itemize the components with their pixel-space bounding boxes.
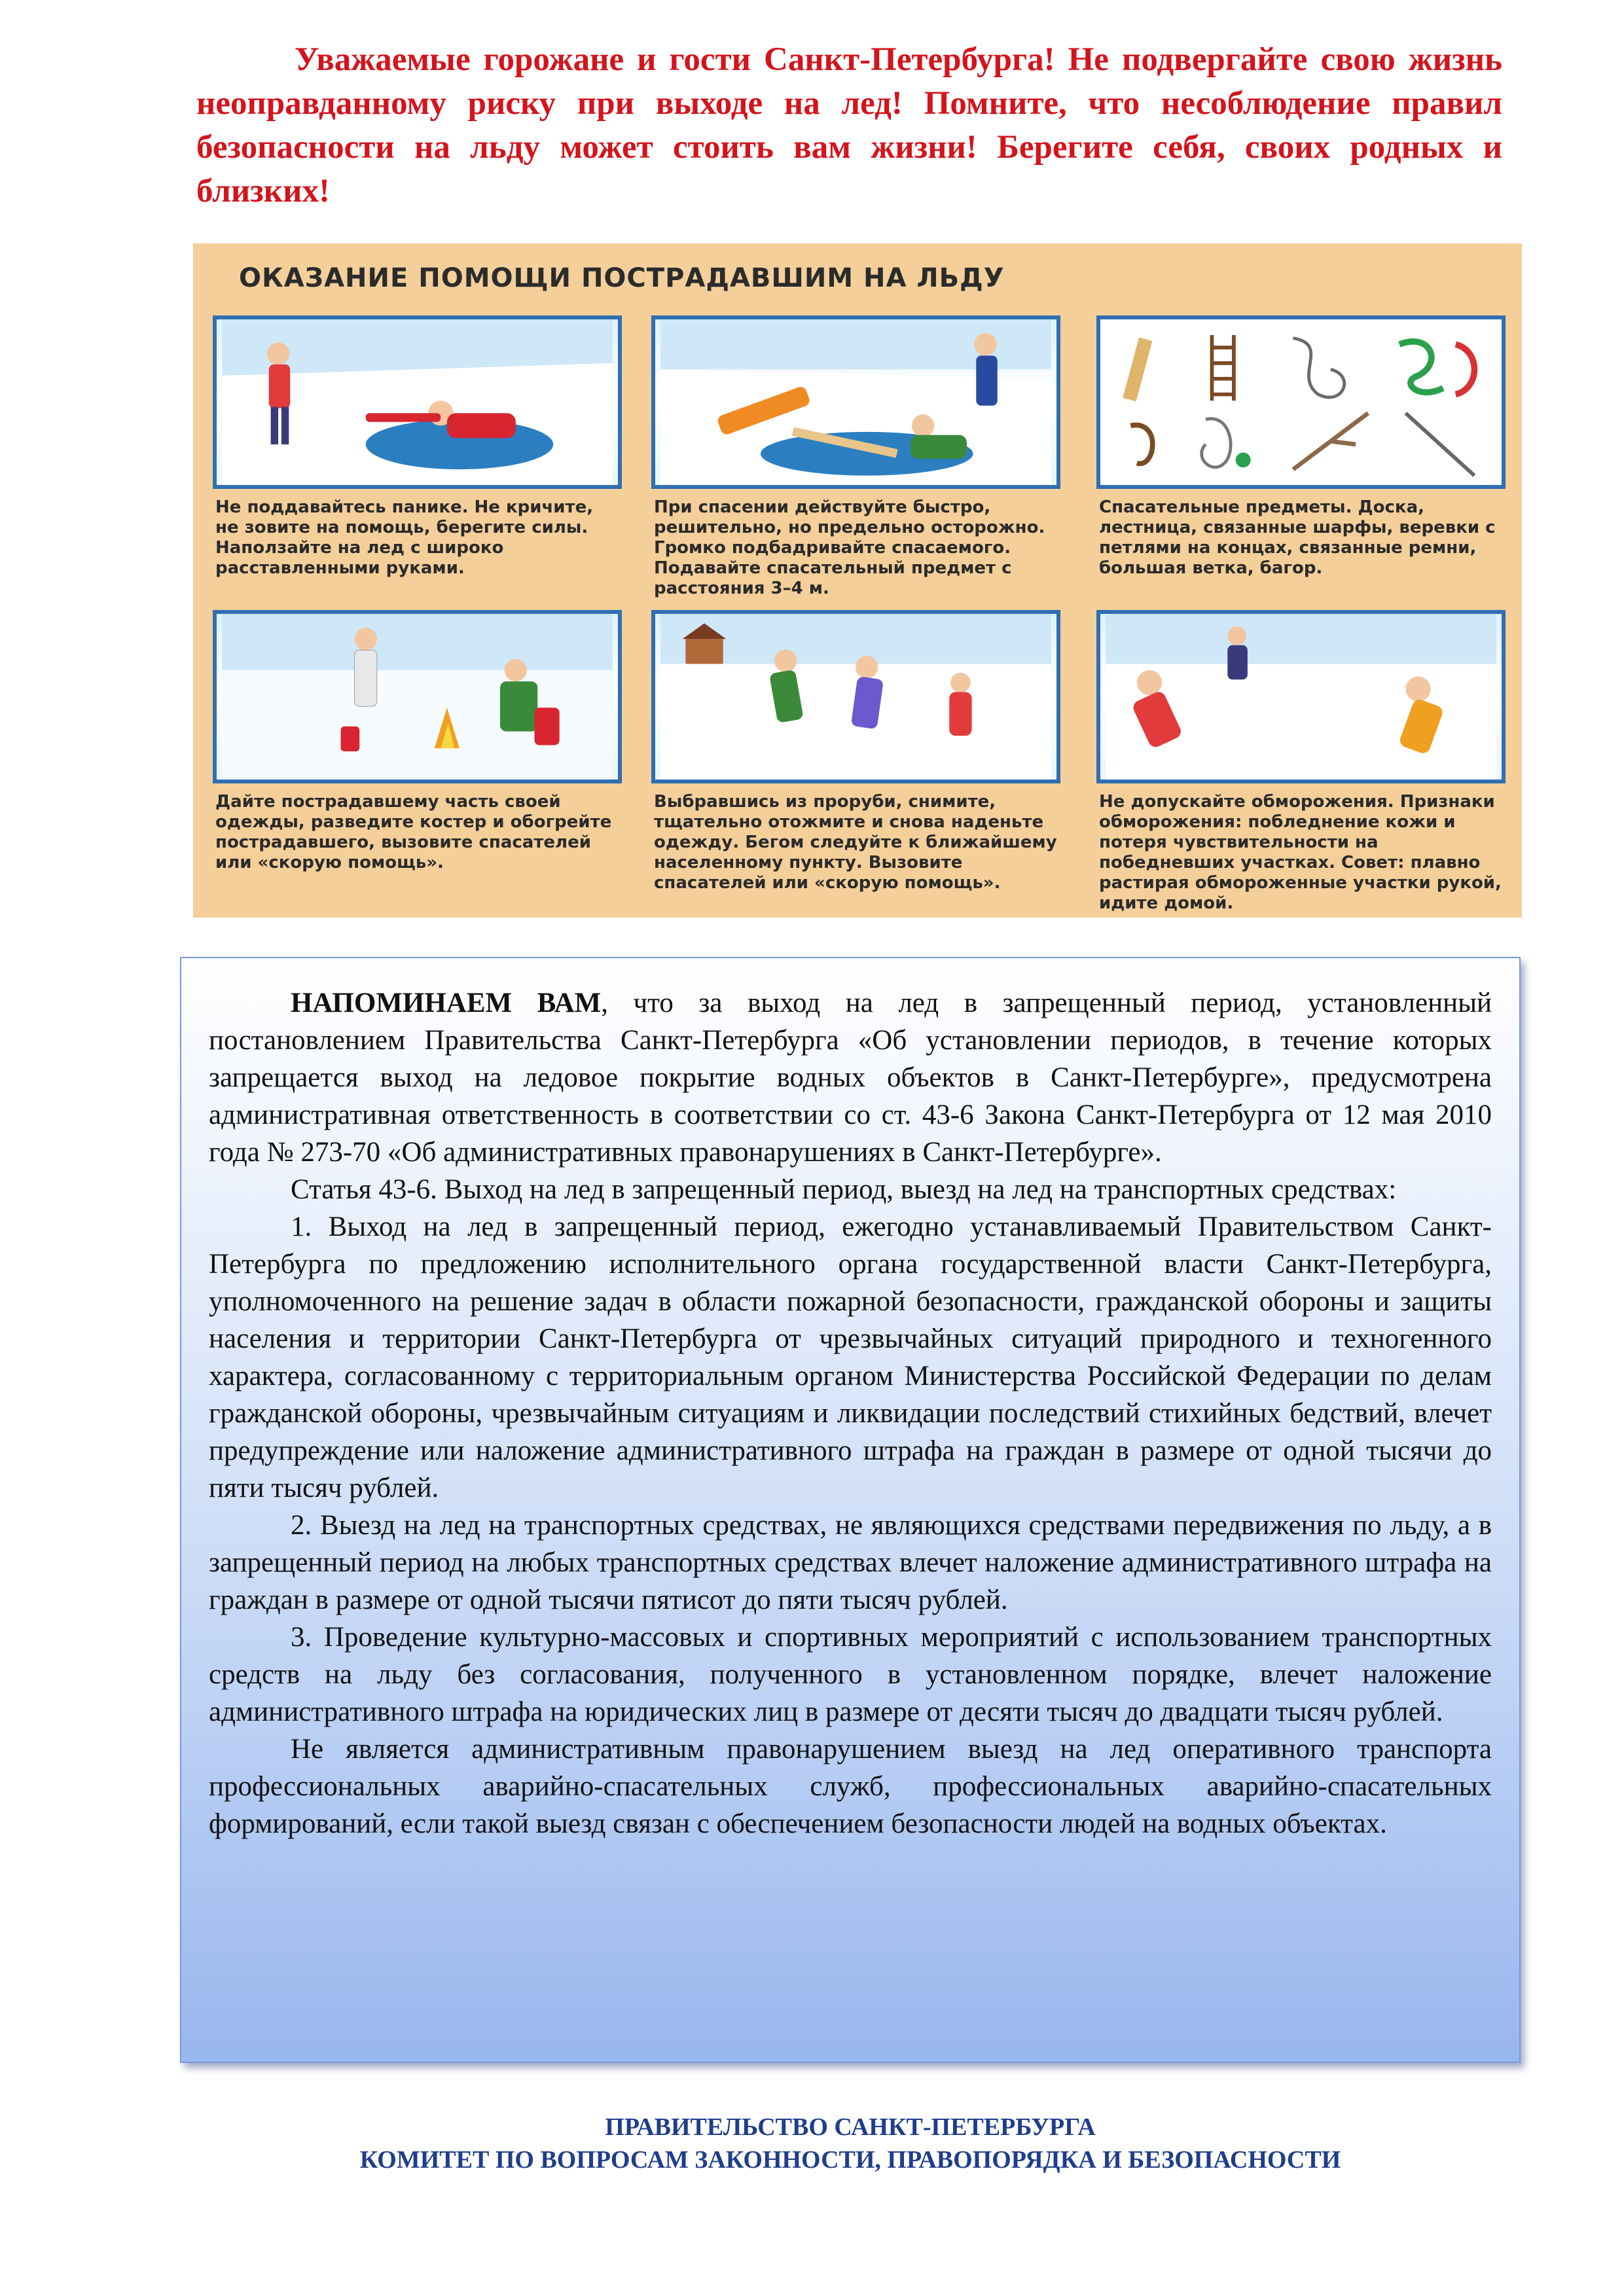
article-item-3: 3. Проведение культурно-массовых и спортивных мероприятий с использованием транспортных средств на льду без согласования, полученного в установленном порядке, влечет наложение административного штрафа на юридических лиц в размере от десяти тысяч до двадцати тысяч рублей. xyxy=(209,1622,1492,1727)
ice-hole-crawl-image xyxy=(217,319,618,485)
rescue-items-image xyxy=(1100,319,1502,485)
panel-1-caption: Не поддавайтесь панике. Не кричите, не зовите на помощь, берегите силы. Наползайте на лед с широко расставленными руками. xyxy=(215,497,594,578)
footer-line-2: КОМИТЕТ ПО ВОПРОСАМ ЗАКОННОСТИ, ПРАВОПОРЯДКА И БЕЗОПАСНОСТИ xyxy=(359,2146,1341,2174)
article-heading: Статья 43-6. Выход на лед в запрещенный период, выезд на лед на транспортных средствах: xyxy=(291,1174,1397,1205)
panel-6-caption: Не допускайте обморожения. Признаки обморожения: побледнение кожи и потеря чувствительности на победневших участках. Совет: плавно растирая обмороженные участки рукой, идите домой. xyxy=(1099,792,1502,913)
rescue-with-board-image xyxy=(655,319,1056,485)
panel-2-illustration xyxy=(651,315,1060,489)
article-exception: Не является административным правонарушением выезд на лед оперативного транспорта профессиональных аварийно-спасательных служб, профессиональных аварийно-спасательных формирований, если такой выезд связан с обеспечением безопасности людей на водных объектах. xyxy=(209,1734,1492,1839)
panel-4-caption: Дайте пострадавшему часть своей одежды, разведите костер и обогрейте пострадавшего, вызовите спасателей или «скорую помощь». xyxy=(215,792,612,872)
panel-2-caption: При спасении действуйте быстро, решительно, но предельно осторожно. Громко подбадривайте спасаемого. Подавайте спасательный предмет с расстояния 3–4 м. xyxy=(654,497,1045,598)
panel-3-caption: Спасательные предметы. Доска, лестница, связанные шарфы, веревки с петлями на концах, связанные ремни, большая ветка, багор. xyxy=(1099,497,1496,578)
poster-panel-6 xyxy=(1096,610,1506,911)
legal-lead-paragraph xyxy=(209,984,1492,1171)
legal-notice-box xyxy=(180,957,1521,2063)
poster-title: ОКАЗАНИЕ ПОМОЩИ ПОСТРАДАВШИМ НА ЛЬДУ xyxy=(239,263,1005,293)
footer-signature xyxy=(180,2111,1521,2176)
ice-rescue-poster xyxy=(193,243,1522,918)
panel-5-illustration xyxy=(651,610,1060,783)
article-item-1: 1. Выход на лед в запрещенный период, ежегодно устанавливаемый Правительством Санкт-Петербурга по предложению исполнительного органа государственной власти Санкт-Петербурга, уполномоченного на решение задач в области пожарной безопасности, гражданской обороны и защиты населения и территории Санкт-Петербурга от чрезвычайных ситуаций природного и техногенного характера, согласованному с территориальным органом Министерства Российской Федерации по делам гражданской обороны, чрезвычайным ситуациям и ликвидации последствий стихийных бедствий, влечет предупреждение или наложение административного штрафа на граждан в размере от одной тысячи до пяти тысяч рублей. xyxy=(209,1211,1492,1503)
panel-4-illustration xyxy=(213,610,622,783)
warming-by-fire-image xyxy=(217,614,618,780)
footer-line-1: ПРАВИТЕЛЬСТВО САНКТ-ПЕТЕРБУРГА xyxy=(605,2113,1096,2141)
running-to-village-image xyxy=(655,614,1056,780)
warning-text: Уважаемые горожане и гости Санкт-Петербурга! Не подвергайте свою жизнь неоправданному риску при выходе на лед! Помните, что несоблюдение правил безопасности на льду может стоить вам жизни! Берегите себя, своих родных и близких! xyxy=(196,41,1502,209)
panel-6-illustration xyxy=(1096,610,1506,783)
poster-panel-2 xyxy=(651,315,1060,617)
lead-bold-text: НАПОМИНАЕМ ВАМ xyxy=(291,988,602,1018)
poster-panel-3 xyxy=(1096,315,1506,617)
panel-3-illustration xyxy=(1096,315,1506,489)
frostbite-prevention-image xyxy=(1100,614,1502,780)
article-item-2: 2. Выезд на лед на транспортных средствах, не являющихся средствами передвижения по льду, а в запрещенный период на любых транспортных средствах влечет наложение административного штрафа на граждан в размере от одной тысячи пятисот до пяти тысяч рублей. xyxy=(209,1510,1492,1615)
panel-5-caption: Выбравшись из проруби, снимите, тщательно отожмите и снова наденьте одежду. Бегом следуйте к ближайшему населенному пункту. Вызовите спасателей или «скорую помощь». xyxy=(654,792,1057,893)
lead-rest-text: , что за выход на лед в запрещенный период, установленный постановлением Правительства Санкт-Петербурга «Об установлении периодов, в течение которых запрещается выход на ледовое покрытие водных объектов в Санкт-Петербурге», предусмотрена административная ответственность в соответствии со ст. 43-6 Закона Санкт-Петербурга от 12 мая 2010 года № 273-70 «Об административных правонарушениях в Санкт-Петербурге». xyxy=(209,988,1492,1168)
poster-panel-1 xyxy=(213,315,622,617)
panel-1-illustration xyxy=(213,315,622,489)
poster-panel-4 xyxy=(213,610,622,911)
poster-panel-5 xyxy=(651,610,1060,911)
